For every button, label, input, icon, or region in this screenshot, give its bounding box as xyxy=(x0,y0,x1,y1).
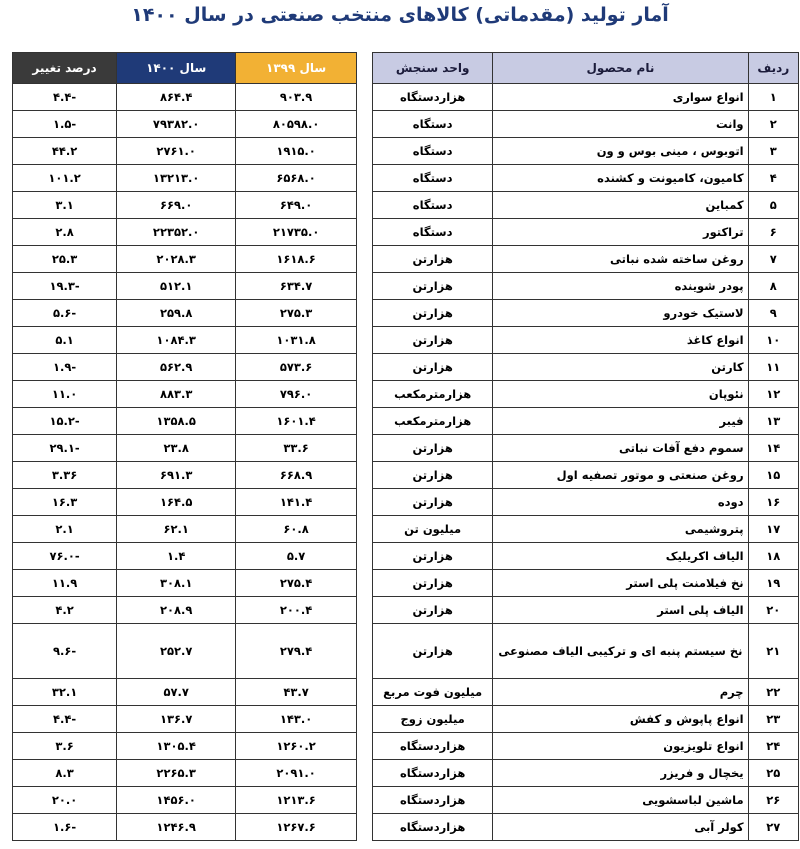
change-percent: ۱۱.۹ xyxy=(13,570,117,597)
table-row xyxy=(373,814,799,841)
row-index: ۱۴ xyxy=(748,435,798,462)
table-row xyxy=(373,462,799,489)
unit: میلیون فوت مربع xyxy=(373,679,493,706)
header-product: نام محصول xyxy=(493,53,748,84)
value-1399: ۵۷۳.۶ xyxy=(236,354,357,381)
values-table xyxy=(12,52,357,841)
table-row xyxy=(13,814,357,841)
change-percent: ۳۲.۱ xyxy=(13,679,117,706)
value-1400: ۸۸۳.۳ xyxy=(117,381,236,408)
table-row xyxy=(13,354,357,381)
value-1399: ۵.۷ xyxy=(236,543,357,570)
unit: هزارتن xyxy=(373,462,493,489)
value-1399: ۳۳.۶ xyxy=(236,435,357,462)
table-row xyxy=(373,570,799,597)
change-percent: ۱۱.۰ xyxy=(13,381,117,408)
table-row xyxy=(13,408,357,435)
unit: هزارمترمکعب xyxy=(373,381,493,408)
table-row xyxy=(373,354,799,381)
value-1400: ۱۳۲۱۳.۰ xyxy=(117,165,236,192)
value-1399: ۲۷۵.۴ xyxy=(236,570,357,597)
table-row xyxy=(373,84,799,111)
value-1400: ۱.۴ xyxy=(117,543,236,570)
table-row xyxy=(373,165,799,192)
table-row xyxy=(13,435,357,462)
table-row xyxy=(373,624,799,679)
value-1400: ۵۷.۷ xyxy=(117,679,236,706)
unit: هزارتن xyxy=(373,246,493,273)
value-1399: ۲۷۵.۳ xyxy=(236,300,357,327)
table-row xyxy=(373,192,799,219)
value-1399: ۶۵۶۸.۰ xyxy=(236,165,357,192)
table-row xyxy=(373,516,799,543)
table-row xyxy=(13,327,357,354)
table-row xyxy=(373,408,799,435)
table-row xyxy=(13,111,357,138)
header-unit: واحد سنجش xyxy=(373,53,493,84)
unit: هزارتن xyxy=(373,489,493,516)
product-name: کامیون، کامیونت و کشنده xyxy=(493,165,748,192)
product-name: فیبر xyxy=(493,408,748,435)
value-1400: ۱۳۶.۷ xyxy=(117,706,236,733)
table-row xyxy=(13,516,357,543)
value-1399: ۱۴۱.۴ xyxy=(236,489,357,516)
change-percent: -۱.۹ xyxy=(13,354,117,381)
table-row xyxy=(373,381,799,408)
value-1400: ۱۳۰۵.۴ xyxy=(117,733,236,760)
value-1400: ۱۶۴.۵ xyxy=(117,489,236,516)
row-index: ۱۷ xyxy=(748,516,798,543)
row-index: ۸ xyxy=(748,273,798,300)
unit: هزاردستگاه xyxy=(373,814,493,841)
unit: دستگاه xyxy=(373,111,493,138)
value-1400: ۲۰۸.۹ xyxy=(117,597,236,624)
product-name: انواع تلویزیون xyxy=(493,733,748,760)
header-year-1399: سال ۱۳۹۹ xyxy=(236,53,357,84)
change-percent: -۹.۶ xyxy=(13,624,117,679)
table-row xyxy=(373,219,799,246)
table-row xyxy=(13,733,357,760)
product-name: الیاف پلی استر xyxy=(493,597,748,624)
table-row xyxy=(13,543,357,570)
row-index: ۱۵ xyxy=(748,462,798,489)
product-name: اتوبوس ، مینی بوس و ون xyxy=(493,138,748,165)
product-name: نخ فیلامنت پلی استر xyxy=(493,570,748,597)
row-index: ۲۷ xyxy=(748,814,798,841)
unit: هزاردستگاه xyxy=(373,733,493,760)
change-percent: -۵.۶ xyxy=(13,300,117,327)
value-1400: ۱۲۴۶.۹ xyxy=(117,814,236,841)
table-row xyxy=(373,706,799,733)
change-percent: ۱۰۱.۲ xyxy=(13,165,117,192)
change-percent: ۲.۸ xyxy=(13,219,117,246)
value-1399: ۱۶۰۱.۴ xyxy=(236,408,357,435)
value-1400: ۲۰۲۸.۳ xyxy=(117,246,236,273)
unit: هزارمترمکعب xyxy=(373,408,493,435)
unit: هزاردستگاه xyxy=(373,760,493,787)
table-row xyxy=(13,381,357,408)
row-index: ۴ xyxy=(748,165,798,192)
change-percent: ۲.۱ xyxy=(13,516,117,543)
table-row xyxy=(373,138,799,165)
value-1399: ۶۳۴.۷ xyxy=(236,273,357,300)
value-1400: ۱۰۸۴.۳ xyxy=(117,327,236,354)
row-index: ۲ xyxy=(748,111,798,138)
unit: هزارتن xyxy=(373,597,493,624)
product-name: تراکتور xyxy=(493,219,748,246)
page-title: آمار تولید (مقدماتی) کالاهای منتخب صنعتی در سال ۱۴۰۰ xyxy=(131,4,669,26)
unit: هزارتن xyxy=(373,300,493,327)
product-name: سموم دفع آفات نباتی xyxy=(493,435,748,462)
table-row xyxy=(13,273,357,300)
value-1400: ۲۷۶۱.۰ xyxy=(117,138,236,165)
unit: هزارتن xyxy=(373,327,493,354)
value-1400: ۲۵۲.۷ xyxy=(117,624,236,679)
row-index: ۲۶ xyxy=(748,787,798,814)
change-percent: -۴.۴ xyxy=(13,84,117,111)
row-index: ۲۰ xyxy=(748,597,798,624)
table-row xyxy=(373,733,799,760)
value-1399: ۲۷۹.۴ xyxy=(236,624,357,679)
header-year-1400: سال ۱۴۰۰ xyxy=(117,53,236,84)
table-row xyxy=(373,327,799,354)
table-row xyxy=(373,760,799,787)
value-1400: ۷۹۳۸۲.۰ xyxy=(117,111,236,138)
product-name: پودر شوینده xyxy=(493,273,748,300)
value-1399: ۱۹۱۵.۰ xyxy=(236,138,357,165)
table-row xyxy=(13,165,357,192)
value-1400: ۲۲۶۵.۳ xyxy=(117,760,236,787)
table-row xyxy=(13,246,357,273)
product-name: روغن ساخته شده نباتی xyxy=(493,246,748,273)
value-1400: ۲۵۹.۸ xyxy=(117,300,236,327)
row-index: ۱۱ xyxy=(748,354,798,381)
row-index: ۱۲ xyxy=(748,381,798,408)
value-1399: ۶۰.۸ xyxy=(236,516,357,543)
table-row xyxy=(13,300,357,327)
unit: هزارتن xyxy=(373,624,493,679)
product-name: وانت xyxy=(493,111,748,138)
value-1399: ۶۴۹.۰ xyxy=(236,192,357,219)
change-percent: ۸.۳ xyxy=(13,760,117,787)
row-index: ۲۳ xyxy=(748,706,798,733)
table-row xyxy=(373,246,799,273)
value-1400: ۵۶۲.۹ xyxy=(117,354,236,381)
unit: هزارتن xyxy=(373,435,493,462)
product-name: نخ سیستم پنبه ای و ترکیبی الیاف مصنوعی xyxy=(493,624,748,679)
unit: دستگاه xyxy=(373,138,493,165)
row-index: ۲۵ xyxy=(748,760,798,787)
value-1400: ۳۰۸.۱ xyxy=(117,570,236,597)
change-percent: -۲۹.۱ xyxy=(13,435,117,462)
value-1399: ۹۰۳.۹ xyxy=(236,84,357,111)
product-name: الیاف اکریلیک xyxy=(493,543,748,570)
table-row xyxy=(13,84,357,111)
row-index: ۲۲ xyxy=(748,679,798,706)
row-index: ۱۰ xyxy=(748,327,798,354)
value-1400: ۶۹۱.۳ xyxy=(117,462,236,489)
row-index: ۱۳ xyxy=(748,408,798,435)
row-index: ۱۹ xyxy=(748,570,798,597)
change-percent: ۱۶.۳ xyxy=(13,489,117,516)
value-1399: ۲۱۷۳۵.۰ xyxy=(236,219,357,246)
table-row xyxy=(13,706,357,733)
value-1400: ۲۳.۸ xyxy=(117,435,236,462)
value-1399: ۷۹۶.۰ xyxy=(236,381,357,408)
table-row xyxy=(13,138,357,165)
product-name: کولر آبی xyxy=(493,814,748,841)
row-index: ۱ xyxy=(748,84,798,111)
product-name: چرم xyxy=(493,679,748,706)
unit: هزارتن xyxy=(373,570,493,597)
value-1400: ۸۶۴.۴ xyxy=(117,84,236,111)
table-row xyxy=(13,570,357,597)
table-row xyxy=(373,300,799,327)
table-row xyxy=(373,111,799,138)
table-row xyxy=(13,192,357,219)
unit: میلیون زوج xyxy=(373,706,493,733)
header-change: درصد تغییر xyxy=(13,53,117,84)
unit: دستگاه xyxy=(373,192,493,219)
product-name: ماشین لباسشویی xyxy=(493,787,748,814)
value-1400: ۱۴۵۶.۰ xyxy=(117,787,236,814)
table-row xyxy=(373,435,799,462)
value-1399: ۲۰۰.۴ xyxy=(236,597,357,624)
row-index: ۵ xyxy=(748,192,798,219)
unit: هزارتن xyxy=(373,543,493,570)
value-1399: ۴۳.۷ xyxy=(236,679,357,706)
product-name: انواع کاغذ xyxy=(493,327,748,354)
change-percent: -۱۵.۲ xyxy=(13,408,117,435)
change-percent: -۱.۶ xyxy=(13,814,117,841)
change-percent: ۴۴.۲ xyxy=(13,138,117,165)
table-row xyxy=(373,489,799,516)
unit: هزاردستگاه xyxy=(373,787,493,814)
row-index: ۱۶ xyxy=(748,489,798,516)
value-1400: ۱۳۵۸.۵ xyxy=(117,408,236,435)
table-row xyxy=(13,760,357,787)
value-1399: ۱۲۱۳.۶ xyxy=(236,787,357,814)
header-index: ردیف xyxy=(748,53,798,84)
value-1399: ۱۴۳.۰ xyxy=(236,706,357,733)
value-1399: ۸۰۵۹۸.۰ xyxy=(236,111,357,138)
value-1400: ۶۶۹.۰ xyxy=(117,192,236,219)
unit: دستگاه xyxy=(373,219,493,246)
unit: هزارتن xyxy=(373,354,493,381)
change-percent: -۱۹.۳ xyxy=(13,273,117,300)
change-percent: -۴.۴ xyxy=(13,706,117,733)
product-name: یخچال و فریزر xyxy=(493,760,748,787)
unit: هزارتن xyxy=(373,273,493,300)
product-name: کارتن xyxy=(493,354,748,381)
table-row xyxy=(13,462,357,489)
value-1400: ۲۲۳۵۲.۰ xyxy=(117,219,236,246)
row-index: ۳ xyxy=(748,138,798,165)
change-percent: ۳.۱ xyxy=(13,192,117,219)
table-row xyxy=(13,624,357,679)
value-1399: ۱۰۳۱.۸ xyxy=(236,327,357,354)
table-row xyxy=(373,787,799,814)
table-row xyxy=(373,543,799,570)
row-index: ۲۱ xyxy=(748,624,798,679)
product-name: لاستیک خودرو xyxy=(493,300,748,327)
change-percent: ۳.۶ xyxy=(13,733,117,760)
value-1399: ۱۶۱۸.۶ xyxy=(236,246,357,273)
product-name: انواع سواری xyxy=(493,84,748,111)
change-percent: ۳.۳۶ xyxy=(13,462,117,489)
products-table xyxy=(372,52,799,841)
product-name: نئوپان xyxy=(493,381,748,408)
unit: هزاردستگاه xyxy=(373,84,493,111)
product-name: دوده xyxy=(493,489,748,516)
value-1399: ۱۲۶۰.۲ xyxy=(236,733,357,760)
product-name: روغن صنعتی و موتور تصفیه اول xyxy=(493,462,748,489)
table-row xyxy=(13,679,357,706)
value-1399: ۱۲۶۷.۶ xyxy=(236,814,357,841)
unit: دستگاه xyxy=(373,165,493,192)
product-name: انواع پاپوش و کفش xyxy=(493,706,748,733)
unit: میلیون تن xyxy=(373,516,493,543)
change-percent: ۲۵.۳ xyxy=(13,246,117,273)
table-row xyxy=(13,219,357,246)
value-1400: ۶۲.۱ xyxy=(117,516,236,543)
change-percent: ۲۰.۰ xyxy=(13,787,117,814)
change-percent: -۷۶.۰ xyxy=(13,543,117,570)
row-index: ۱۸ xyxy=(748,543,798,570)
products-header-row xyxy=(373,53,799,84)
table-row xyxy=(13,597,357,624)
row-index: ۶ xyxy=(748,219,798,246)
row-index: ۲۴ xyxy=(748,733,798,760)
table-row xyxy=(373,273,799,300)
table-row xyxy=(13,489,357,516)
value-1400: ۵۱۲.۱ xyxy=(117,273,236,300)
product-name: کمباین xyxy=(493,192,748,219)
value-1399: ۶۶۸.۹ xyxy=(236,462,357,489)
change-percent: -۱.۵ xyxy=(13,111,117,138)
table-row xyxy=(373,597,799,624)
row-index: ۷ xyxy=(748,246,798,273)
values-header-row xyxy=(13,53,357,84)
table-row xyxy=(373,679,799,706)
row-index: ۹ xyxy=(748,300,798,327)
table-row xyxy=(13,787,357,814)
change-percent: ۴.۲ xyxy=(13,597,117,624)
change-percent: ۵.۱ xyxy=(13,327,117,354)
value-1399: ۲۰۹۱.۰ xyxy=(236,760,357,787)
product-name: پتروشیمی xyxy=(493,516,748,543)
